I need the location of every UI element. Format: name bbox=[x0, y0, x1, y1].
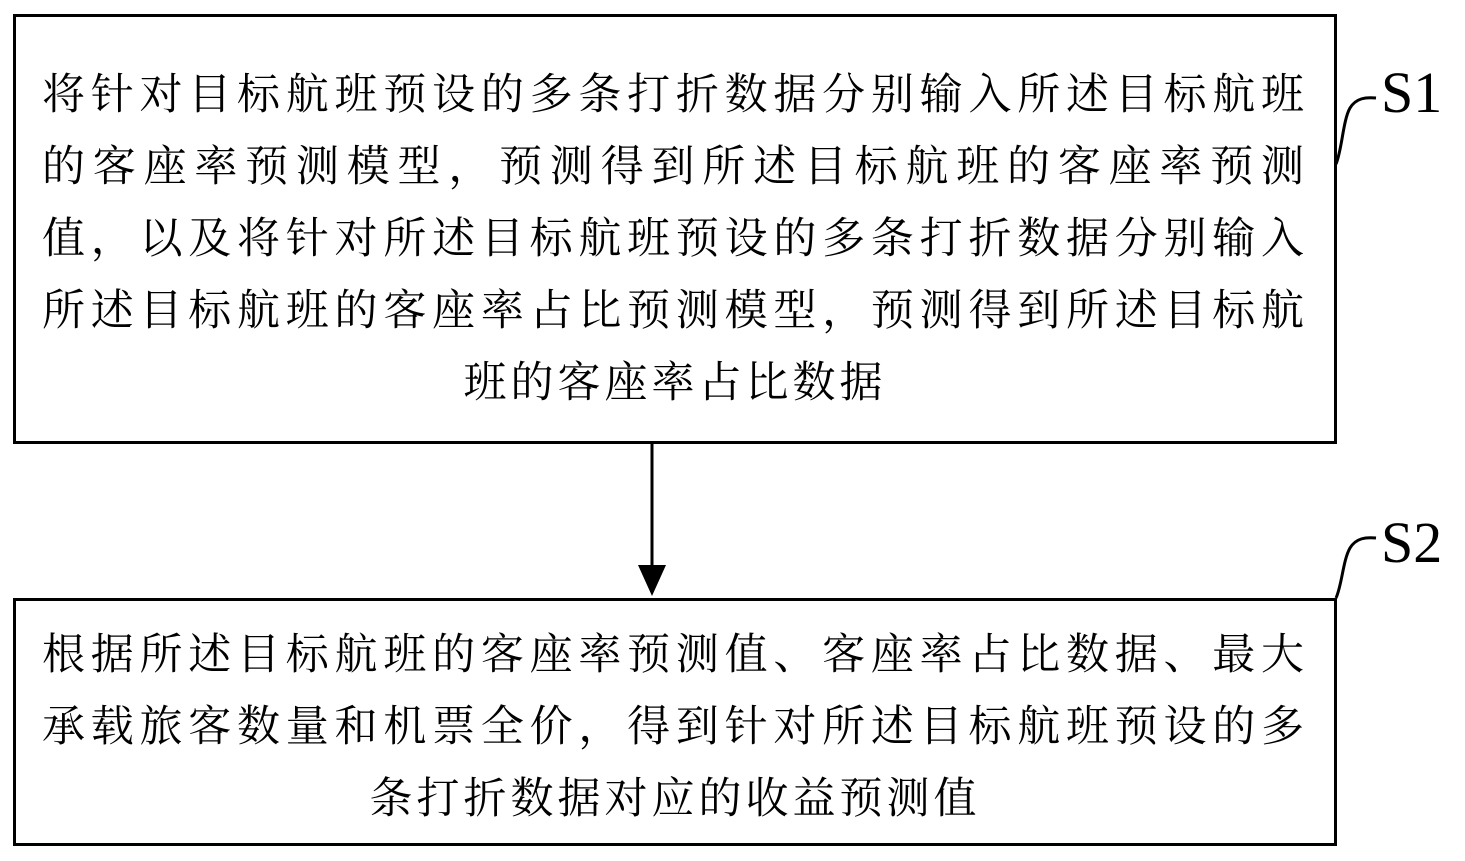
step-1-text: 将针对目标航班预设的多条打折数据分别输入所述目标航班的客座率预测模型，预测得到所述目标航班的客座率预测值，以及将针对所述目标航班预设的多条打折数据分别输入所述目标航班的客座率占比预测模型，预测得到所述目标航班的客座率占比数据 bbox=[42, 70, 1308, 408]
s1-leader-line bbox=[1336, 98, 1376, 164]
flow-arrowhead bbox=[638, 565, 666, 596]
step-1-label: S1 bbox=[1381, 60, 1443, 125]
step-2-text: 根据所述目标航班的客座率预测值、客座率占比数据、最大承载旅客数量和机票全价，得到针对所述目标航班预设的多条打折数据对应的收益预测值 bbox=[42, 630, 1308, 824]
step-2-box bbox=[13, 598, 1337, 846]
step-1-box bbox=[13, 14, 1337, 444]
step-2-label: S2 bbox=[1381, 510, 1443, 575]
s2-leader-line bbox=[1336, 538, 1376, 598]
